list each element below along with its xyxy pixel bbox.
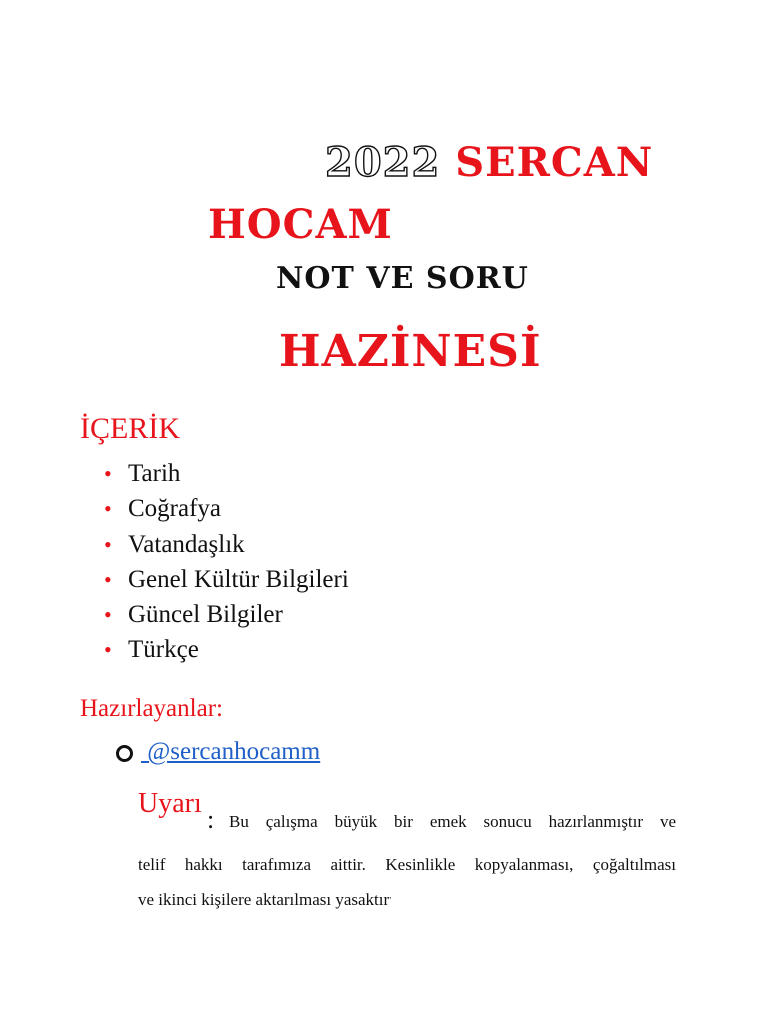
list-item (104, 491, 349, 526)
warning-colon: : (207, 805, 215, 834)
topic-label: Güncel Bilgiler (128, 601, 283, 629)
bullet-icon: • (104, 637, 112, 663)
bullet-icon: • (104, 496, 112, 522)
handle-row (116, 738, 320, 766)
topic-list (104, 456, 349, 668)
list-item (104, 632, 349, 667)
social-handle-link[interactable]: @sercanhocamm (141, 738, 321, 765)
topic-label: Vatandaşlık (128, 530, 245, 558)
topic-label: Tarih (128, 460, 181, 487)
warning-text-line-1: Bu çalışma büyük bir emek sonucu hazırlanmıştır ve (229, 812, 676, 831)
topic-label: Türkçe (128, 636, 199, 664)
title-line-1 (325, 139, 654, 186)
warning-text-line-3 (138, 890, 392, 910)
list-item (104, 527, 349, 562)
title-name-second: HOCAM (208, 201, 393, 248)
warning-text-line-2: telif hakkı tarafımıza aittir. Kesinlikle kopyalanması, çoğaltılması (138, 855, 676, 874)
title-year: 2022 (325, 139, 441, 186)
bullet-icon: • (104, 602, 112, 628)
topic-label: Coğrafya (128, 495, 222, 523)
list-item (104, 597, 349, 632)
ring-bullet-icon (116, 745, 133, 762)
topic-label: Genel Kültür Bilgileri (128, 565, 349, 593)
title-treasure: HAZİNESİ (279, 326, 542, 377)
warning-label: Uyarı (138, 788, 202, 819)
bullet-icon: • (104, 566, 112, 592)
title-name-first: SERCAN (455, 139, 654, 186)
list-item (104, 562, 349, 597)
preparers-label: Hazırlayanlar: (80, 695, 223, 722)
warning-end-mark: . (389, 890, 392, 902)
contents-heading: İÇERİK (80, 412, 180, 445)
warning-text-line-3-body: ve ikinci kişilere aktarılması yasaktır (138, 890, 390, 909)
bullet-icon: • (104, 461, 112, 486)
bullet-icon: • (104, 531, 112, 557)
title-subtitle: NOT VE SORU (276, 261, 529, 296)
list-item (104, 456, 349, 491)
